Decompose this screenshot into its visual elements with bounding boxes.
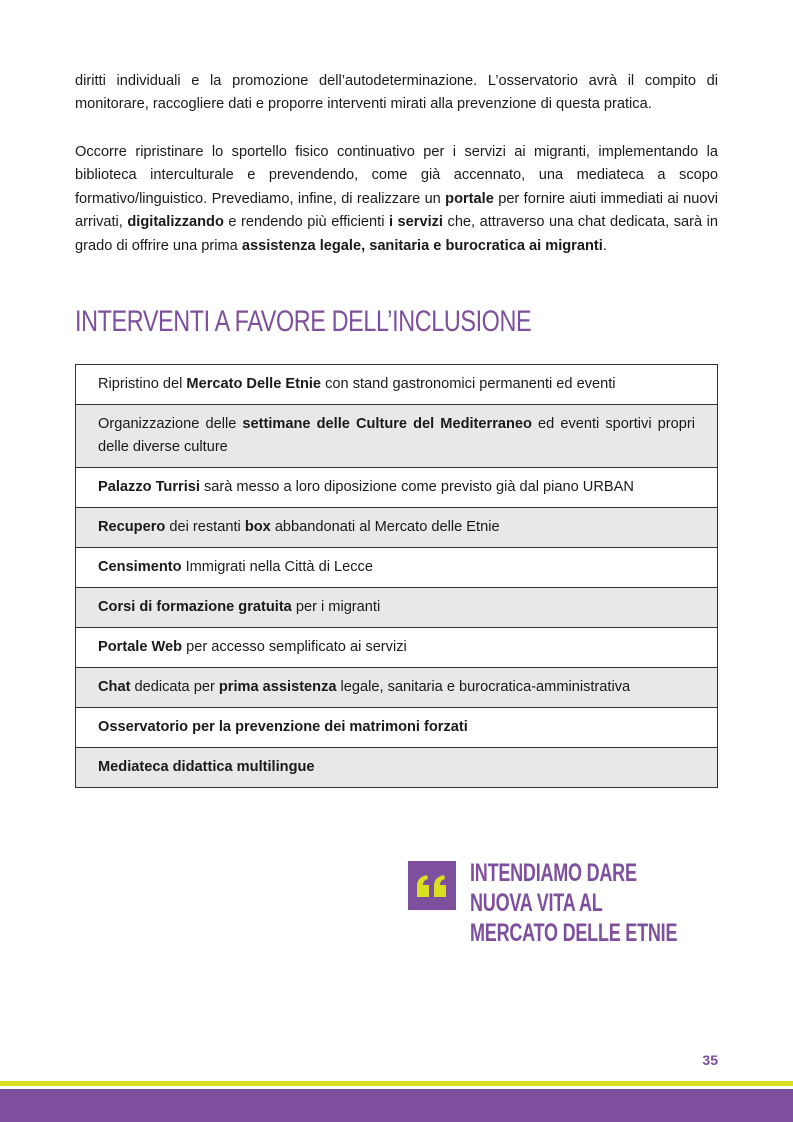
text-run: abbandonati al Mercato delle Etnie xyxy=(270,519,500,535)
bold-text: Censimento xyxy=(98,559,182,575)
page-number: 35 xyxy=(702,1052,718,1068)
text-run: sarà messo a loro diposizione come previsto già dal piano URBAN xyxy=(199,479,634,495)
body-paragraph-1 xyxy=(75,70,718,117)
text-run: con stand gastronomici permanenti ed eventi xyxy=(321,376,616,392)
bold-text: prima assistenza xyxy=(218,679,337,695)
table-row xyxy=(76,628,718,668)
text-run: per fornire aiuti immediati ai nuovi arrivati, xyxy=(75,190,718,231)
pull-quote-line: INTENDIAMO DARE xyxy=(470,859,637,887)
bold-text: Mediateca didattica multilingue xyxy=(98,759,315,775)
table-cell xyxy=(76,365,718,405)
text-run: diritti individuali e la promozione dell’autodeterminazione. L’osservatorio avrà il compito di monitorare, raccogliere dati e proporre interventi mirati alla prevenzione di questa pratica. xyxy=(75,73,718,113)
table-cell xyxy=(76,668,718,708)
bold-text: Mercato Delle Etnie xyxy=(186,376,322,392)
text-run: . xyxy=(602,237,607,254)
section-title: INTERVENTI A FAVORE DELL’INCLUSIONE xyxy=(75,305,532,338)
text-run: per i migranti xyxy=(291,599,381,615)
pull-quote-line: MERCATO DELLE ETNIE xyxy=(470,919,678,947)
text-run: Occorre ripristinare lo sportello fisico continuativo per i servizi ai migranti, implementando la biblioteca interculturale e prevendendo, come già accennato, una mediateca a scopo formativo/linguistico. Prevediamo, infine, di realizzare un xyxy=(75,144,718,207)
table-cell xyxy=(76,748,718,788)
bold-text: settimane delle Culture del Mediterraneo xyxy=(242,416,532,432)
pull-quote-line: NUOVA VITA AL xyxy=(470,889,603,917)
table-cell xyxy=(76,405,718,468)
text-run: dedicata per xyxy=(130,679,219,695)
text-run: che, attraverso una chat dedicata, sarà in grado di offrire una prima xyxy=(75,214,719,254)
bold-text: Osservatorio per la prevenzione dei matrimoni forzati xyxy=(98,719,468,735)
text-run: Immigrati nella Città di Lecce xyxy=(181,559,373,575)
table-row xyxy=(76,468,718,508)
bold-text: Chat xyxy=(98,679,131,695)
bold-text: assistenza legale, sanitaria e burocratica ai migranti xyxy=(241,237,603,254)
table-cell xyxy=(76,588,718,628)
text-run: Organizzazione delle xyxy=(98,416,243,432)
text-run: Ripristino del xyxy=(98,376,187,392)
text-run: ed eventi sportivi propri delle diverse culture xyxy=(98,416,695,455)
table-row xyxy=(76,365,718,405)
text-run: e rendendo più efficienti xyxy=(223,214,389,231)
table-row xyxy=(76,405,718,468)
footer-band-purple xyxy=(0,1089,793,1122)
table-row xyxy=(76,508,718,548)
text-run: dei restanti xyxy=(165,519,245,535)
table-row xyxy=(76,548,718,588)
pull-quote xyxy=(470,858,677,948)
bold-text: Portale Web xyxy=(98,639,183,655)
body-paragraph-2 xyxy=(75,141,718,258)
table-row xyxy=(76,668,718,708)
bold-text: portale xyxy=(445,190,494,207)
table-cell xyxy=(76,628,718,668)
table-row xyxy=(76,748,718,788)
bold-text: Recupero xyxy=(98,519,166,535)
bold-text: box xyxy=(244,519,271,535)
table-cell xyxy=(76,548,718,588)
table-cell xyxy=(76,508,718,548)
quote-icon xyxy=(408,861,456,910)
bold-text: digitalizzando xyxy=(127,214,224,231)
footer-band-yellow xyxy=(0,1081,793,1086)
table-cell xyxy=(76,708,718,748)
bold-text: Palazzo Turrisi xyxy=(98,479,200,495)
inclusion-measures-table xyxy=(75,364,718,788)
table-row xyxy=(76,588,718,628)
table-cell xyxy=(76,468,718,508)
bold-text: Corsi di formazione gratuita xyxy=(98,599,292,615)
bold-text: i servizi xyxy=(388,214,443,231)
text-run: legale, sanitaria e burocratica-amministrativa xyxy=(336,679,631,695)
text-run: per accesso semplificato ai servizi xyxy=(182,639,407,655)
table-row xyxy=(76,708,718,748)
